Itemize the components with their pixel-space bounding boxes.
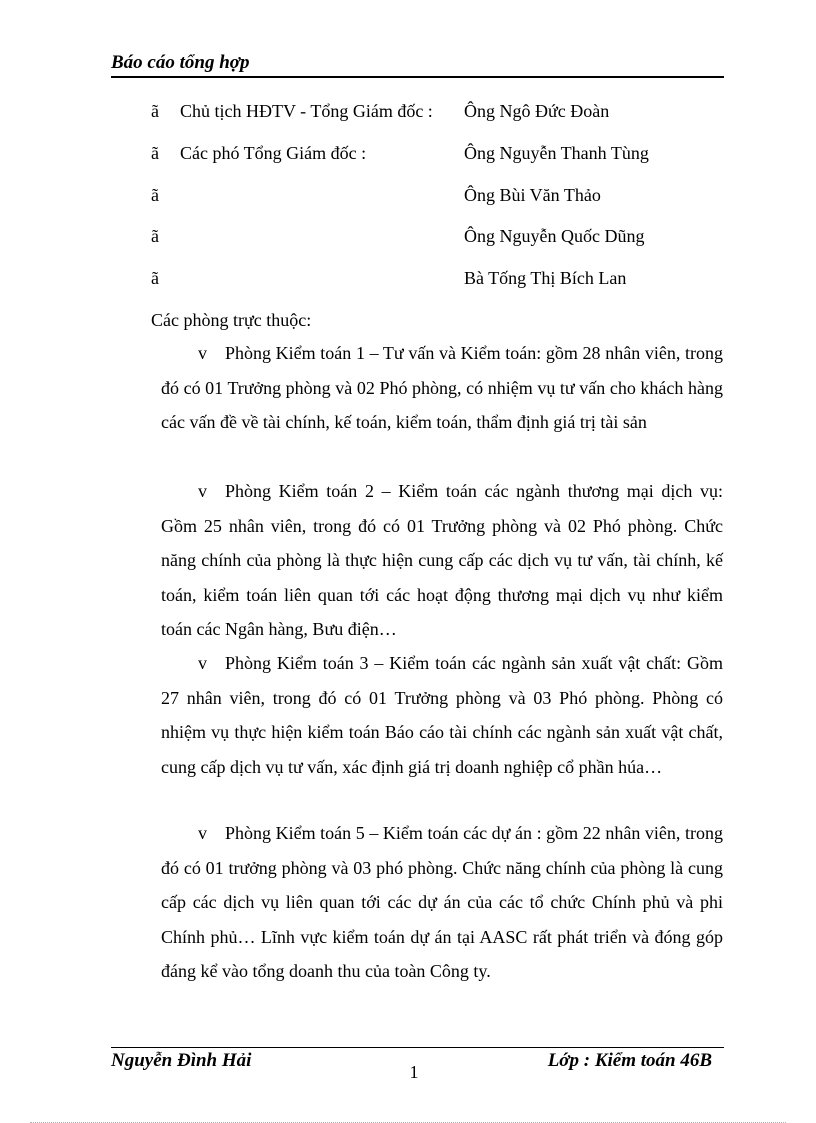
board-role: Chủ tịch HĐTV - Tổng Giám đốc : (180, 101, 433, 121)
department-text: Phòng Kiểm toán 2 – Kiểm toán các ngành thương mại dịch vụ: Gồm 25 nhân viên, trong đó có 01 Trưởng phòng và 02 Phó phòng. Chức năng chính của phòng là thực hiện cung cấp các dịch vụ tư vấn, tài chính, kế toán, kiểm toán liên quan tới các hoạt động thương mại dịch vụ như kiểm toán các Ngân hàng, Bưu điện… (161, 481, 723, 639)
footer-rule (111, 1047, 724, 1048)
bullet-glyph: ã (151, 101, 159, 121)
board-row (151, 268, 711, 292)
board-person: Ông Nguyễn Quốc Dũng (464, 226, 645, 246)
bullet-glyph: v (198, 343, 207, 363)
page-header-title: Báo cáo tổng hợp (111, 52, 250, 73)
department-paragraph (161, 816, 723, 989)
department-paragraph (161, 646, 723, 784)
board-row (151, 185, 711, 209)
department-paragraph (161, 336, 723, 440)
department-text: Phòng Kiểm toán 3 – Kiểm toán các ngành sản xuất vật chất: Gồm 27 nhân viên, trong đó có 01 Trưởng phòng và 03 Phó phòng. Phòng có nhiệm vụ thực hiện kiểm toán Báo cáo tài chính các ngành sản xuất vật chất, cung cấp dịch vụ tư vấn, xác định giá trị doanh nghiệp cổ phần húa… (161, 653, 723, 777)
bullet-glyph: ã (151, 268, 159, 288)
bullet-glyph: v (198, 481, 207, 501)
board-person: Ông Bùi Văn Thảo (464, 185, 601, 205)
department-text: Phòng Kiểm toán 1 – Tư vấn và Kiểm toán: gồm 28 nhân viên, trong đó có 01 Trưởng phòng và 02 Phó phòng, có nhiệm vụ tư vấn cho khách hàng các vấn đề về tài chính, kế toán, kiểm toán, thẩm định giá trị tài sản (161, 343, 723, 432)
bullet-glyph: v (198, 653, 207, 673)
board-person: Bà Tống Thị Bích Lan (464, 268, 627, 288)
header-rule (111, 76, 724, 78)
bullet-glyph: ã (151, 143, 159, 163)
bullet-glyph: ã (151, 226, 159, 246)
footer-author: Nguyễn Đình Hải (111, 1050, 252, 1071)
bullet-glyph: ã (151, 185, 159, 205)
board-row (151, 101, 711, 125)
department-text: Phòng Kiểm toán 5 – Kiểm toán các dự án : gồm 22 nhân viên, trong đó có 01 trưởng phòng và 03 phó phòng. Chức năng chính của phòng là cung cấp các dịch vụ liên quan tới các dự án của các tổ chức Chính phủ và phi Chính phủ… Lĩnh vực kiểm toán dự án tại AASC rất phát triển và đóng góp đáng kể vào tổng doanh thu của toàn Công ty. (161, 823, 723, 981)
department-paragraph (161, 474, 723, 647)
bullet-glyph: v (198, 823, 207, 843)
board-row (151, 226, 711, 250)
footer-class-label: Lớp : Kiểm toán 46B (547, 1050, 712, 1071)
board-person: Ông Ngô Đức Đoàn (464, 101, 610, 121)
board-role: Các phó Tổng Giám đốc : (180, 143, 367, 163)
board-row (151, 143, 711, 167)
page-number: 1 (409, 1062, 419, 1082)
board-person: Ông Nguyễn Thanh Tùng (464, 143, 649, 163)
departments-heading: Các phòng trực thuộc: (151, 310, 312, 330)
